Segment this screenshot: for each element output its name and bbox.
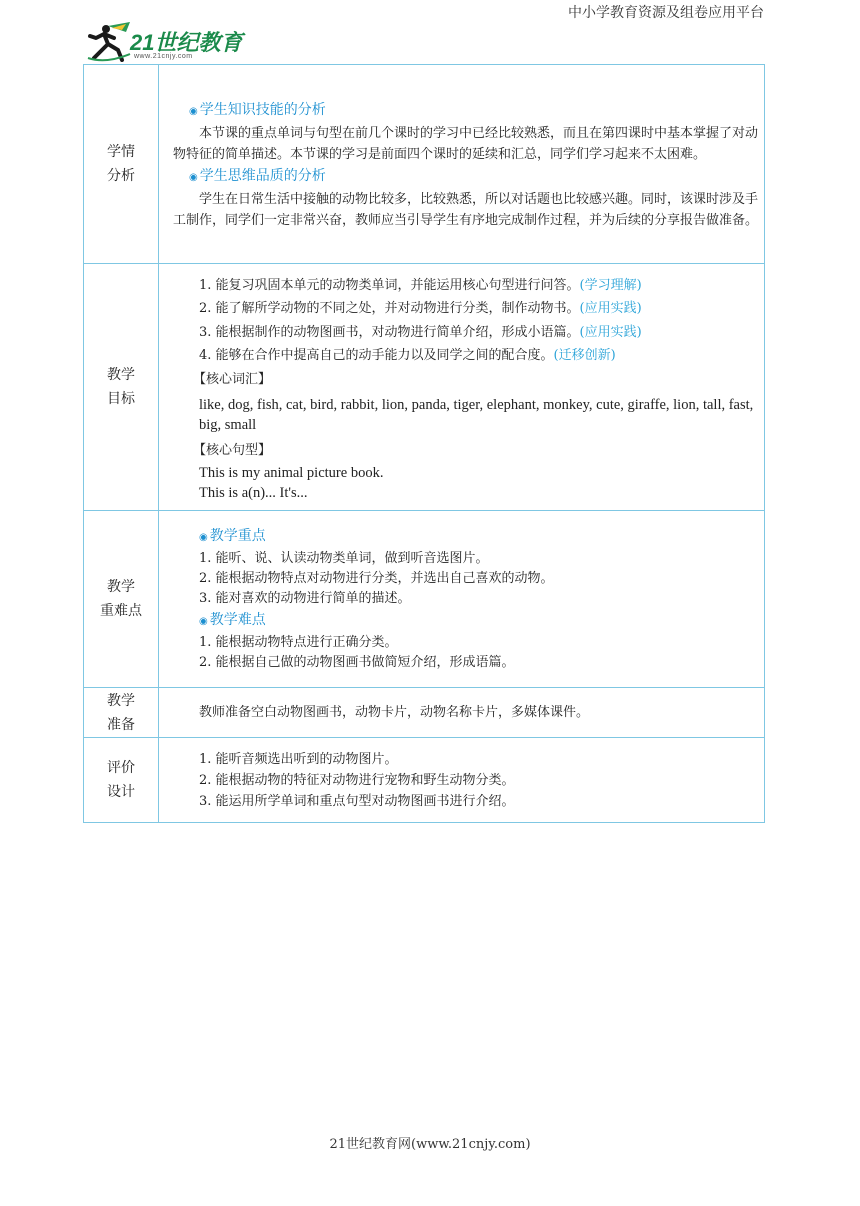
- keypoints-row: [84, 511, 765, 688]
- logo-site: www.21cnjy.com: [134, 53, 193, 60]
- keypoints-label: [84, 511, 159, 688]
- bullet-icon: ◉: [199, 616, 208, 627]
- label-line: 教学: [107, 579, 135, 595]
- objectives-content: [159, 264, 765, 511]
- bullet-icon: ◉: [189, 106, 198, 117]
- objective-item: 4. 能够在合作中提高自己的动手能力以及同学之间的配合度。(迁移创新): [199, 348, 616, 363]
- evaluation-item: 1. 能听音频选出听到的动物图片。: [199, 751, 398, 767]
- analysis-content: [159, 65, 765, 264]
- runner-icon: [86, 20, 134, 62]
- objective-item: 1. 能复习巩固本单元的动物类单词，并能运用核心句型进行问答。(学习理解): [199, 277, 642, 293]
- label-line: 目标: [107, 391, 135, 407]
- knowledge-text: 本节课的重点单词与句型在前几个课时的学习中已经比较熟悉，而且在第四课时中基本掌握了对动物特征的简单描述。本节课的学习是前面四个课时的延续和汇总，同学们学习起来不太困难。: [173, 126, 759, 162]
- evaluation-label: [84, 738, 159, 823]
- sentence-heading: 【核心句型】: [193, 443, 272, 458]
- objective-item: 2. 能了解所学动物的不同之处，并对动物进行分类，制作动物书。(应用实践): [199, 301, 642, 316]
- focus-item: 1. 能听、说、认读动物类单词，做到听音选图片。: [199, 551, 489, 566]
- evaluation-row: [84, 738, 765, 823]
- label-line: 分析: [107, 168, 135, 184]
- evaluation-content: [159, 738, 765, 823]
- sentence-line: This is a(n)... It's...: [199, 484, 308, 501]
- focus-item: 3. 能对喜欢的动物进行简单的描述。: [199, 591, 411, 606]
- difficulty-item: 1. 能根据动物特点进行正确分类。: [199, 635, 398, 650]
- label-line: 重难点: [100, 603, 142, 619]
- evaluation-item: 2. 能根据动物的特征对动物进行宠物和野生动物分类。: [199, 772, 515, 788]
- label-line: 准备: [107, 716, 135, 733]
- preparation-content: [159, 688, 765, 738]
- bullet-icon: ◉: [189, 172, 198, 183]
- preparation-label: [84, 688, 159, 738]
- vocab-heading: 【核心词汇】: [193, 371, 272, 387]
- keypoints-content: [159, 511, 765, 688]
- platform-title: 中小学教育资源及组卷应用平台: [568, 5, 764, 21]
- difficulty-heading: ◉ 教学难点: [199, 612, 266, 628]
- label-line: 教学: [107, 692, 135, 709]
- knowledge-heading: ◉ 学生知识技能的分析: [189, 102, 326, 118]
- analysis-label: [84, 65, 159, 264]
- vocab-list: like, dog, fish, cat, bird, rabbit, lion, panda, tiger, elephant, monkey, cute, giraffe, lion, tall, fast, big, small: [199, 397, 754, 433]
- preparation-row: [84, 688, 765, 738]
- sentence-line: This is my animal picture book.: [199, 464, 384, 481]
- objective-item: 3. 能根据制作的动物图画书，对动物进行简单介绍，形成小语篇。(应用实践): [199, 324, 642, 340]
- lesson-plan-table: [83, 64, 765, 823]
- analysis-row: [84, 65, 765, 264]
- preparation-text: 教师准备空白动物图画书，动物卡片，动物名称卡片，多媒体课件。: [199, 705, 590, 720]
- label-line: 评价: [107, 760, 135, 776]
- label-line: 设计: [107, 784, 135, 800]
- difficulty-item: 2. 能根据自己做的动物图画书做简短介绍，形成语篇。: [199, 655, 515, 670]
- objectives-label: [84, 264, 159, 511]
- objectives-row: [84, 264, 765, 511]
- thinking-heading: ◉ 学生思维品质的分析: [189, 168, 326, 184]
- site-logo[interactable]: [86, 20, 256, 64]
- footer-text: 21世纪教育网(www.21cnjy.com): [329, 1137, 531, 1152]
- label-line: 学情: [107, 144, 135, 160]
- logo-text: 21世纪教育: [130, 30, 243, 55]
- label-line: 教学: [107, 367, 135, 383]
- evaluation-item: 3. 能运用所学单词和重点句型对动物图画书进行介绍。: [199, 793, 515, 809]
- focus-item: 2. 能根据动物特点对动物进行分类，并选出自己喜欢的动物。: [199, 571, 554, 586]
- bullet-icon: ◉: [199, 532, 208, 543]
- thinking-text: 学生在日常生活中接触的动物比较多，比较熟悉，所以对话题也比较感兴趣。同时，该课时涉及手工制作，同学们一定非常兴奋，教师应当引导学生有序地完成制作过程，并为后续的分享报告做准备。: [173, 192, 759, 228]
- focus-heading: ◉ 教学重点: [199, 528, 266, 544]
